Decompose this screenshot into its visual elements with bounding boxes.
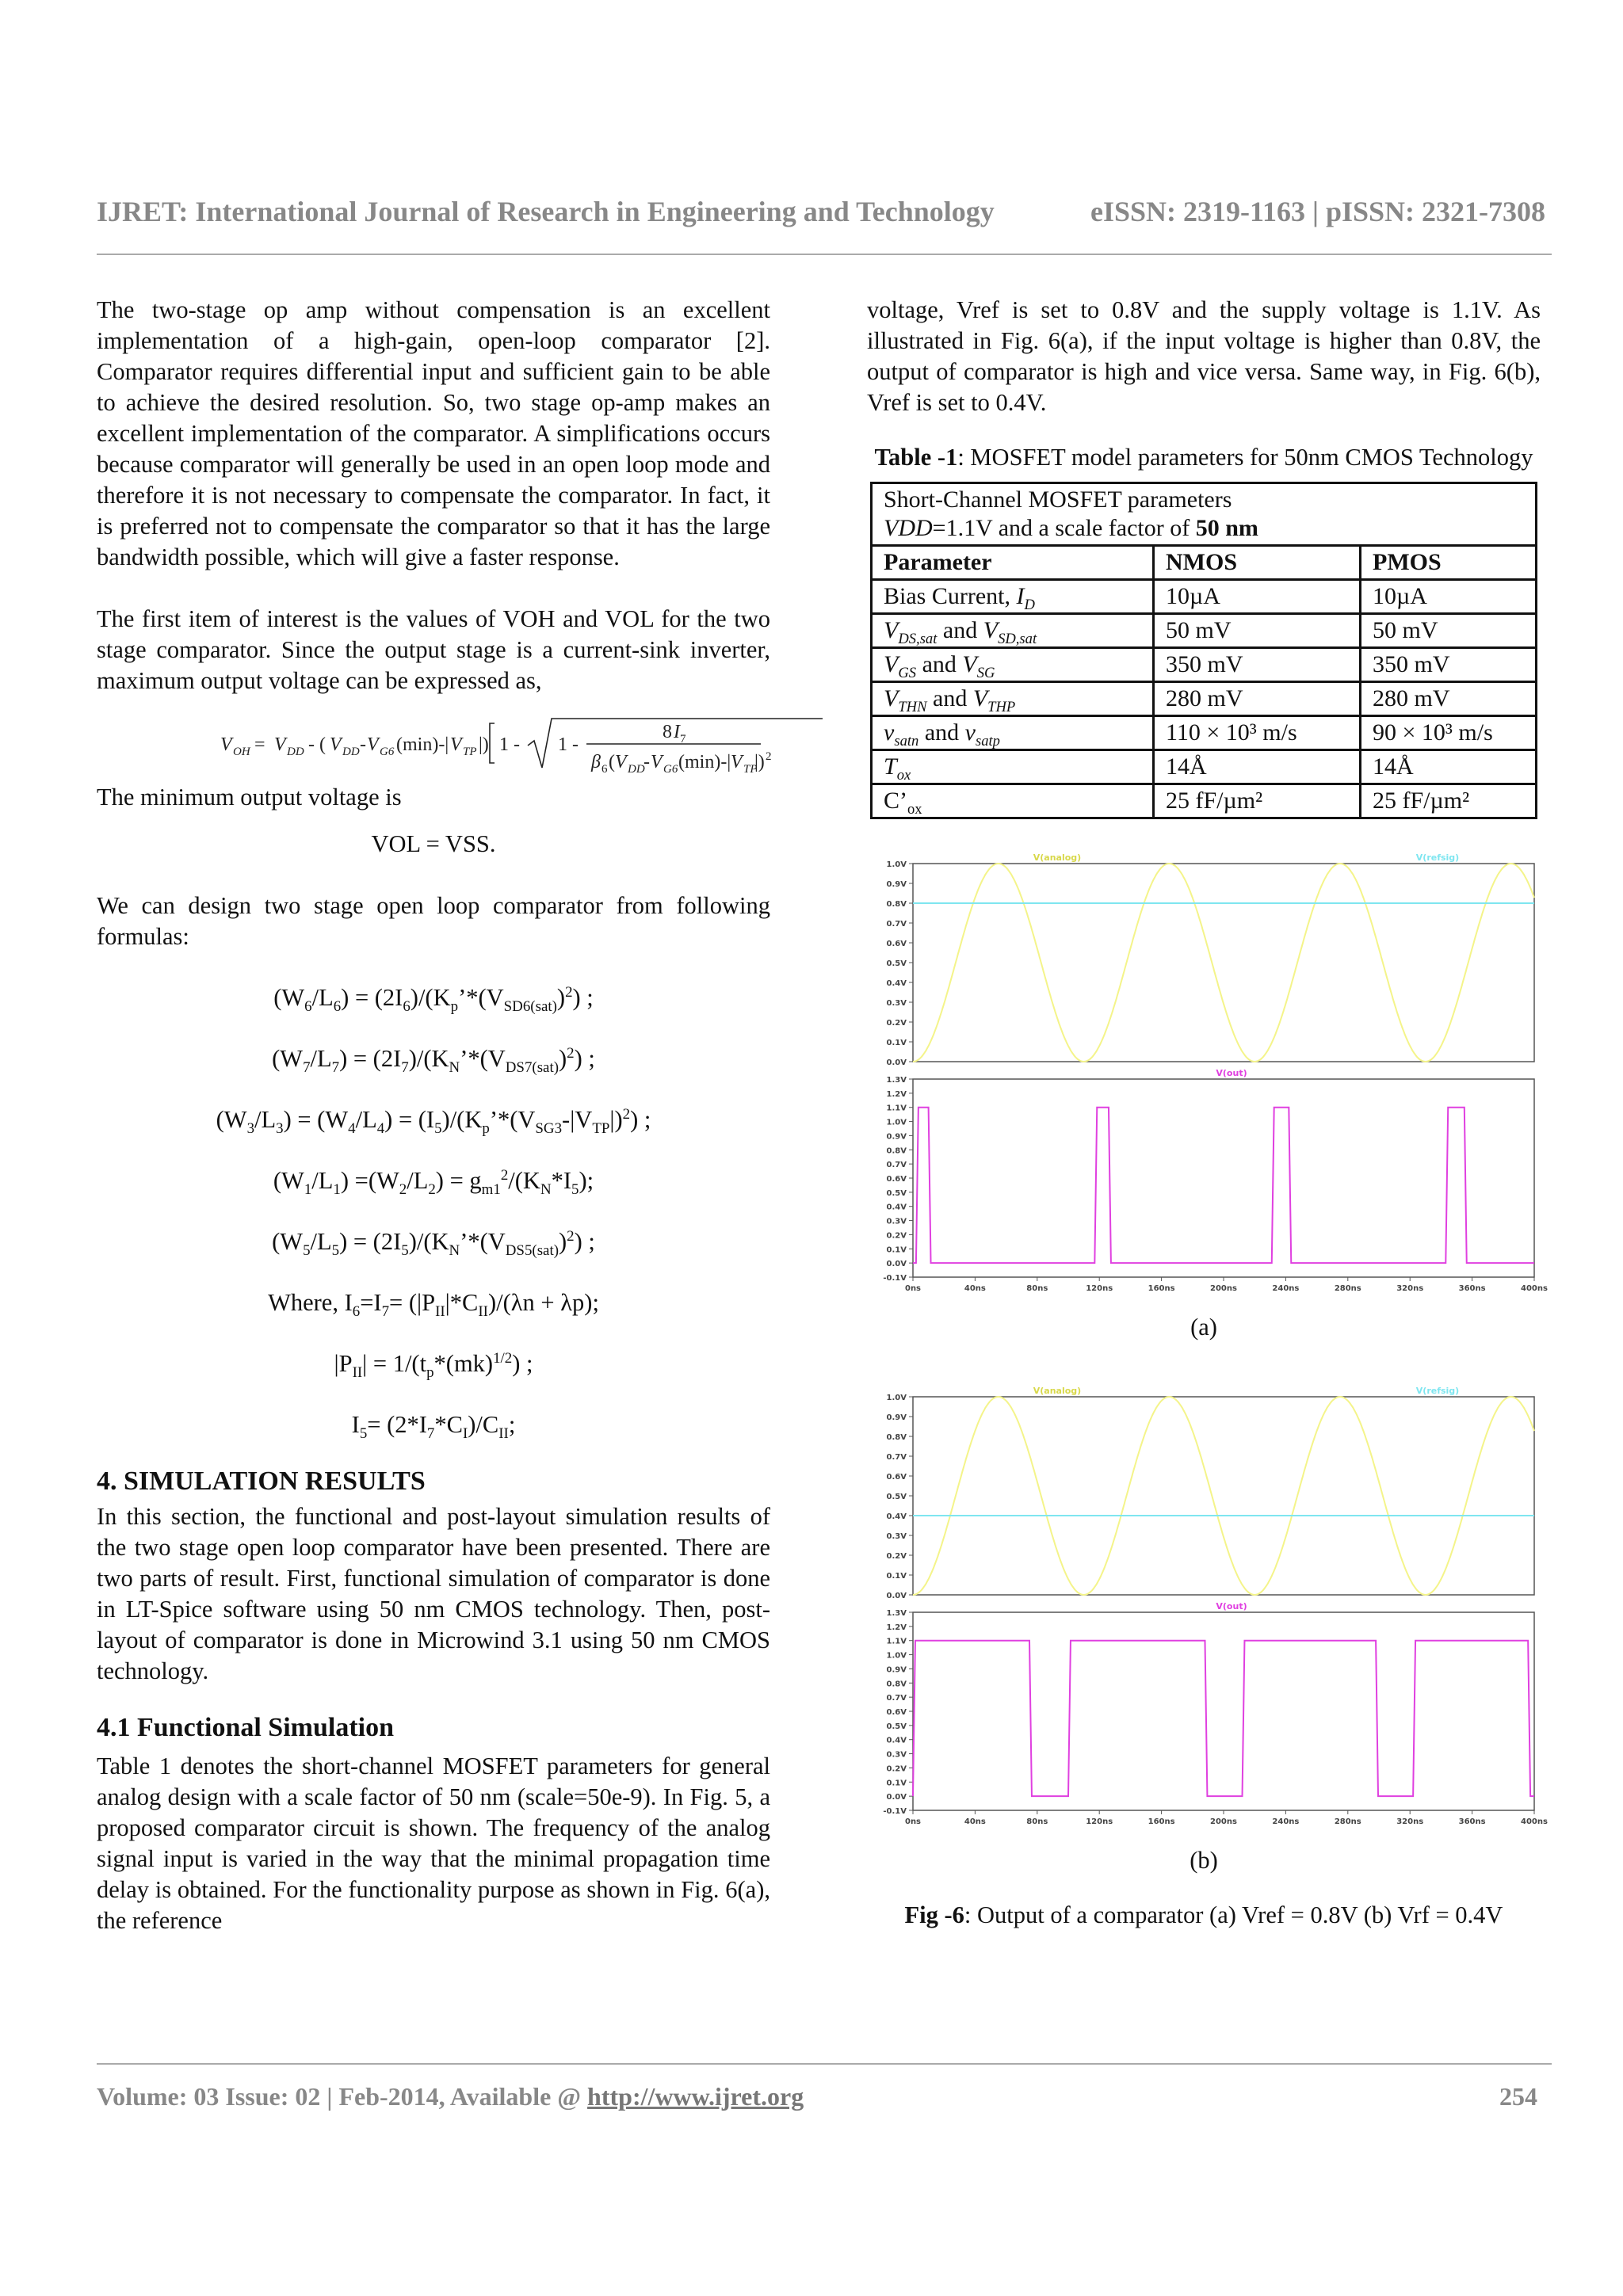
param-cell: $V_{THN}$ and $V_{THP}$ (872, 682, 1154, 716)
y-tick-label: 0.9V (886, 1665, 907, 1675)
param-cell: $C’_{ox}$ (872, 784, 1154, 818)
x-tick-label: 0ns (904, 1284, 922, 1293)
y-tick-label: 0.6V (886, 1473, 907, 1482)
y-tick-label: 0.3V (886, 999, 907, 1008)
x-tick-label: 0ns (904, 1817, 922, 1826)
svg-text:8: 8 (663, 722, 672, 742)
mosfet-parameter-table (870, 482, 1537, 819)
y-tick-label: 0.1V (886, 1572, 907, 1581)
y-tick-label: 0.4V (886, 979, 907, 988)
journal-title: IJRET: International Journal of Research in Engineering and Technology (97, 196, 995, 227)
svg-text:-: - (360, 734, 366, 755)
plot-panel (887, 1386, 1534, 1600)
y-tick-label: 0.4V (886, 1203, 907, 1212)
paragraph: voltage, Vref is set to 0.8V and the supply voltage is 1.1V. As illustrated in Fig. 6(a), if the input voltage is higher than 0.8V, the output of comparator is high and vice versa. Same way, in Fig. 6(b), Vref is set to 0.4V. (867, 296, 1541, 416)
legend-label: V(refsig) (1415, 852, 1460, 863)
left-column (97, 295, 770, 1936)
plot-area (913, 864, 1534, 1062)
table-header-row (872, 483, 1537, 546)
x-tick-label: 360ns (1458, 1817, 1486, 1826)
y-tick-label: 1.0V (886, 1651, 907, 1661)
x-tick-label: 120ns (1086, 1817, 1113, 1826)
param-cell: $T_{ox}$ (872, 750, 1154, 784)
x-tick-label: 400ns (1521, 1284, 1548, 1293)
plot-area (913, 1612, 1534, 1810)
formula-w6: $(W_6/L_6)$ = $(2I_6)/(K_p’*(V_{SD6(sat)})^2)$ ; (273, 983, 594, 1016)
x-tick-label: 120ns (1086, 1284, 1113, 1293)
x-tick-label: 240ns (1272, 1817, 1300, 1826)
table-caption-label: Table -1 (874, 444, 958, 471)
param-cell: $v_{satn}$ and $v_{satp}$ (872, 716, 1154, 750)
y-tick-label: 0.1V (886, 1245, 907, 1255)
y-tick-label: 0.9V (886, 1413, 907, 1422)
y-tick-label: 0.8V (886, 1680, 907, 1689)
footer-rule (97, 2063, 1552, 2065)
figure-caption (867, 1900, 1541, 1931)
formula-w7: $(W_7/L_7)$ = $(2I_7)/(K_N’*(V_{DS7(sat)})^2)$ ; (272, 1044, 595, 1077)
svg-text:TP: TP (743, 763, 758, 776)
formula-w3: $(W_3/L_3) = (W_4/L_4)$ = $(I_5)/(K_p’*(V_{SG3}-|V_{TP}|)^2)$ ; (216, 1105, 651, 1138)
pmos-cell: 10µA (1361, 580, 1537, 614)
svg-text:I: I (674, 722, 680, 742)
param-cell: Bias Current, $I_D$ (872, 580, 1154, 614)
nmos-cell: 280 mV (1154, 682, 1361, 716)
figure-label-a: (a) (1190, 1314, 1217, 1341)
y-tick-label: 1.2V (886, 1623, 907, 1632)
table-title: Short-Channel MOSFET parameters (884, 486, 1232, 513)
svg-text:DD: DD (287, 746, 304, 758)
svg-text:|): |) (754, 752, 765, 772)
right-column (867, 295, 1548, 1931)
y-tick-label: -0.1V (883, 1807, 907, 1816)
y-tick-label: 0.0V (886, 1793, 907, 1802)
subsection-heading: 4.1 Functional Simulation (97, 1713, 395, 1742)
section-heading: 4. SIMULATION RESULTS (97, 1466, 426, 1496)
x-tick-label: 320ns (1396, 1284, 1424, 1293)
x-tick-label: 400ns (1521, 1817, 1548, 1826)
svg-text:- (: - ( (308, 734, 326, 755)
table-row (872, 580, 1537, 614)
y-tick-label: 0.2V (886, 1552, 907, 1561)
table-row (872, 750, 1537, 784)
pmos-cell: 14Å (1361, 750, 1537, 784)
pmos-cell: 90 × 10³ m/s (1361, 716, 1537, 750)
x-tick-label: 280ns (1334, 1817, 1361, 1826)
x-tick-label: 200ns (1210, 1817, 1237, 1826)
svg-text:DD: DD (342, 746, 360, 758)
svg-text:|): |) (479, 734, 489, 755)
y-tick-label: 0.8V (886, 1146, 907, 1156)
issn: eISSN: 2319-1163 | pISSN: 2321-7308 (1090, 196, 1545, 227)
y-tick-label: 0.2V (886, 1231, 907, 1241)
formula-w1: $(W_1/L_1) =(W_2/L_2) = g_{m1}^2/(K_N*I_5)$; (273, 1166, 594, 1199)
table-caption (867, 442, 1541, 472)
paragraph: In this section, the functional and post-layout simulation results of the two stage open loop comparator have been presented. There are two parts of result. First, functional simulation of comparator is done in LT-Spice software using 50 nm CMOS technology. Then, post-layout of comparator is done in Microwind 3.1 using 50 nm CMOS technology. (97, 1503, 770, 1684)
y-tick-label: -0.1V (883, 1274, 907, 1283)
header-rule (97, 254, 1552, 255)
y-tick-label: 1.0V (886, 860, 907, 869)
y-tick-label: 0.5V (886, 1493, 907, 1501)
paragraph: The two-stage op amp without compensation is an excellent implementation of a high-gain, open-loop comparator [2]. Comparator requires differential input and sufficient gain to be able to achieve the desired resolution. So, two stage op-amp makes an excellent implementation of the comparator. A simplifications occurs because comparator will generally be used in an open loop mode and therefore it is not necessary to compensate the comparator. In fact, it is preferred not to compensate the comparator so that it has the large bandwidth possible, which will give a faster response. (97, 296, 770, 570)
svg-text:G6: G6 (380, 746, 395, 758)
figure-6a-plot (867, 851, 1548, 1302)
svg-text:V: V (330, 734, 342, 755)
table-subtitle: VDD=1.1V and a scale factor of 50 nm (884, 515, 1258, 541)
formula-i5: $I_5= (2*I_7*C_I)/C_{II}$; (351, 1411, 516, 1443)
y-tick-label: 0.8V (886, 1433, 907, 1442)
formula-w5: $(W_5/L_5)$ = $(2I_5)/(K_N’*(V_{DS5(sat)})^2)$ ; (272, 1227, 595, 1260)
svg-text:6: 6 (601, 763, 608, 776)
y-tick-label: 0.1V (886, 1039, 907, 1047)
figure-6b-plot (867, 1384, 1548, 1836)
formula-p2: $|P_{II}| = 1/(t_p*(mk)^{1/2})$ ; (334, 1349, 533, 1382)
formula-i6: Where, $I_6=I_7= (|P_{II}|*C_{II})/(\lambda n + \lambda p)$; (268, 1289, 599, 1321)
journal-link[interactable]: http://www.ijret.org (587, 2082, 804, 2111)
plot-panel (883, 1068, 1548, 1293)
y-tick-label: 1.0V (886, 1394, 907, 1402)
y-tick-label: 1.3V (886, 1609, 907, 1618)
y-tick-label: 0.3V (886, 1750, 907, 1760)
svg-text:(min)-|: (min)-| (678, 752, 731, 772)
legend-label: V(out) (1216, 1601, 1247, 1611)
y-tick-label: 0.4V (886, 1512, 907, 1521)
nmos-cell: 50 mV (1154, 614, 1361, 648)
vol-equation: VOL = VSS. (371, 830, 496, 857)
running-header (97, 195, 1545, 228)
col-header-parameter: Parameter (884, 549, 992, 575)
y-tick-label: 0.5V (886, 1722, 907, 1731)
plot-panel (883, 1601, 1548, 1826)
svg-text:G6: G6 (663, 763, 678, 776)
nmos-cell: 25 fF/µm² (1154, 784, 1361, 818)
nmos-cell: 350 mV (1154, 648, 1361, 682)
nmos-cell: 10µA (1154, 580, 1361, 614)
figure-caption-text: : Output of a comparator (a) Vref = 0.8V (b) Vrf = 0.4V (964, 1901, 1503, 1928)
col-header-pmos: PMOS (1373, 549, 1442, 575)
y-tick-label: 0.1V (886, 1779, 907, 1788)
legend-label: V(analog) (1033, 1386, 1082, 1396)
param-cell: $V_{GS}$ and $V_{SG}$ (872, 648, 1154, 682)
x-tick-label: 80ns (1026, 1817, 1048, 1826)
pmos-cell: 280 mV (1361, 682, 1537, 716)
y-tick-label: 0.0V (886, 1260, 907, 1269)
page-number: 254 (1499, 2082, 1537, 2111)
x-tick-label: 240ns (1272, 1284, 1300, 1293)
x-tick-label: 360ns (1458, 1284, 1486, 1293)
plot-panel (887, 852, 1534, 1067)
y-tick-label: 0.9V (886, 880, 907, 889)
svg-text:TP: TP (463, 746, 477, 758)
svg-text:V: V (274, 734, 286, 755)
legend-label: V(refsig) (1415, 1386, 1460, 1396)
table-row (872, 682, 1537, 716)
voh-equation (97, 704, 770, 777)
y-tick-label: 1.0V (886, 1118, 907, 1127)
paragraph: The minimum output voltage is (97, 784, 402, 810)
svg-text:(: ( (609, 752, 615, 772)
svg-text:V: V (450, 734, 462, 755)
plot-area (913, 1397, 1534, 1595)
page-footer (97, 2082, 1537, 2111)
y-tick-label: 1.3V (886, 1076, 907, 1085)
svg-text:β: β (591, 752, 601, 772)
y-tick-label: 0.9V (886, 1132, 907, 1142)
figure-caption-label: Fig -6 (904, 1901, 964, 1928)
svg-text:(min)-|: (min)-| (396, 734, 449, 755)
param-cell: $V_{DS,sat}$ and $V_{SD,sat}$ (872, 614, 1154, 648)
paragraph: The first item of interest is the values of VOH and VOL for the two stage comparator. Since the output stage is a current-sink inverter, maximum output voltage can be expressed as, (97, 605, 770, 694)
x-tick-label: 80ns (1026, 1284, 1048, 1293)
y-tick-label: 0.2V (886, 1019, 907, 1028)
legend-label: V(analog) (1033, 852, 1082, 863)
table-caption-text: : MOSFET model parameters for 50nm CMOS Technology (957, 444, 1533, 471)
y-tick-label: 0.8V (886, 900, 907, 909)
footer-volume: Volume: 03 Issue: 02 | Feb-2014, Available @ http://www.ijret.org (97, 2082, 804, 2111)
y-tick-label: 0.5V (886, 959, 907, 968)
svg-text:2: 2 (766, 750, 772, 763)
y-tick-label: 0.7V (886, 1161, 907, 1170)
svg-text:1 -: 1 - (499, 734, 520, 755)
y-tick-label: 0.0V (886, 1058, 907, 1067)
y-tick-label: 0.2V (886, 1764, 907, 1774)
nmos-cell: 14Å (1154, 750, 1361, 784)
y-tick-label: 0.7V (886, 1694, 907, 1703)
x-tick-label: 40ns (964, 1817, 986, 1826)
y-tick-label: 0.5V (886, 1188, 907, 1198)
y-tick-label: 0.3V (886, 1532, 907, 1541)
svg-text:DD: DD (628, 763, 645, 776)
y-tick-label: 1.2V (886, 1089, 907, 1099)
table-row (872, 614, 1537, 648)
svg-text:V: V (220, 734, 232, 755)
y-tick-label: 0.6V (886, 940, 907, 948)
svg-text:-: - (643, 752, 650, 772)
y-tick-label: 0.6V (886, 1708, 907, 1717)
pmos-cell: 25 fF/µm² (1361, 784, 1537, 818)
table-row (872, 784, 1537, 818)
svg-text:V: V (615, 752, 627, 772)
plot-area (913, 1079, 1534, 1277)
x-tick-label: 40ns (964, 1284, 986, 1293)
x-tick-label: 280ns (1334, 1284, 1361, 1293)
y-tick-label: 1.1V (886, 1637, 907, 1646)
svg-text:=: = (254, 734, 265, 755)
y-tick-label: 0.7V (886, 1453, 907, 1462)
paragraph: We can design two stage open loop comparator from following formulas: (97, 892, 770, 950)
svg-text:7: 7 (680, 733, 686, 746)
x-tick-label: 200ns (1210, 1284, 1237, 1293)
y-tick-label: 0.3V (886, 1217, 907, 1226)
nmos-cell: 110 × 10³ m/s (1154, 716, 1361, 750)
x-tick-label: 160ns (1148, 1817, 1175, 1826)
svg-text:V: V (731, 752, 743, 772)
legend-label: V(out) (1216, 1068, 1247, 1078)
pmos-cell: 350 mV (1361, 648, 1537, 682)
table-row (872, 546, 1537, 580)
svg-text:V: V (367, 734, 379, 755)
figure-label-b: (b) (1190, 1847, 1218, 1874)
y-tick-label: 0.4V (886, 1736, 907, 1745)
table-row (872, 648, 1537, 682)
svg-text:1 -: 1 - (558, 734, 579, 755)
y-tick-label: 0.0V (886, 1592, 907, 1600)
table-row (872, 716, 1537, 750)
svg-text:V: V (651, 752, 663, 772)
y-tick-label: 0.7V (886, 920, 907, 929)
y-tick-label: 1.1V (886, 1104, 907, 1113)
col-header-nmos: NMOS (1166, 549, 1237, 575)
paragraph: Table 1 denotes the short-channel MOSFET parameters for general analog design with a scale factor of 50 nm (scale=50e-9). In Fig. 5, a proposed comparator circuit is shown. The frequency of the analog signal input is varied in the way that the minimal propagation time delay is obtained. For the functionality purpose as shown in Fig. 6(a), the reference (97, 1753, 770, 1934)
y-tick-label: 0.6V (886, 1175, 907, 1184)
x-tick-label: 160ns (1148, 1284, 1175, 1293)
pmos-cell: 50 mV (1361, 614, 1537, 648)
svg-text:OH: OH (233, 746, 250, 758)
x-tick-label: 320ns (1396, 1817, 1424, 1826)
